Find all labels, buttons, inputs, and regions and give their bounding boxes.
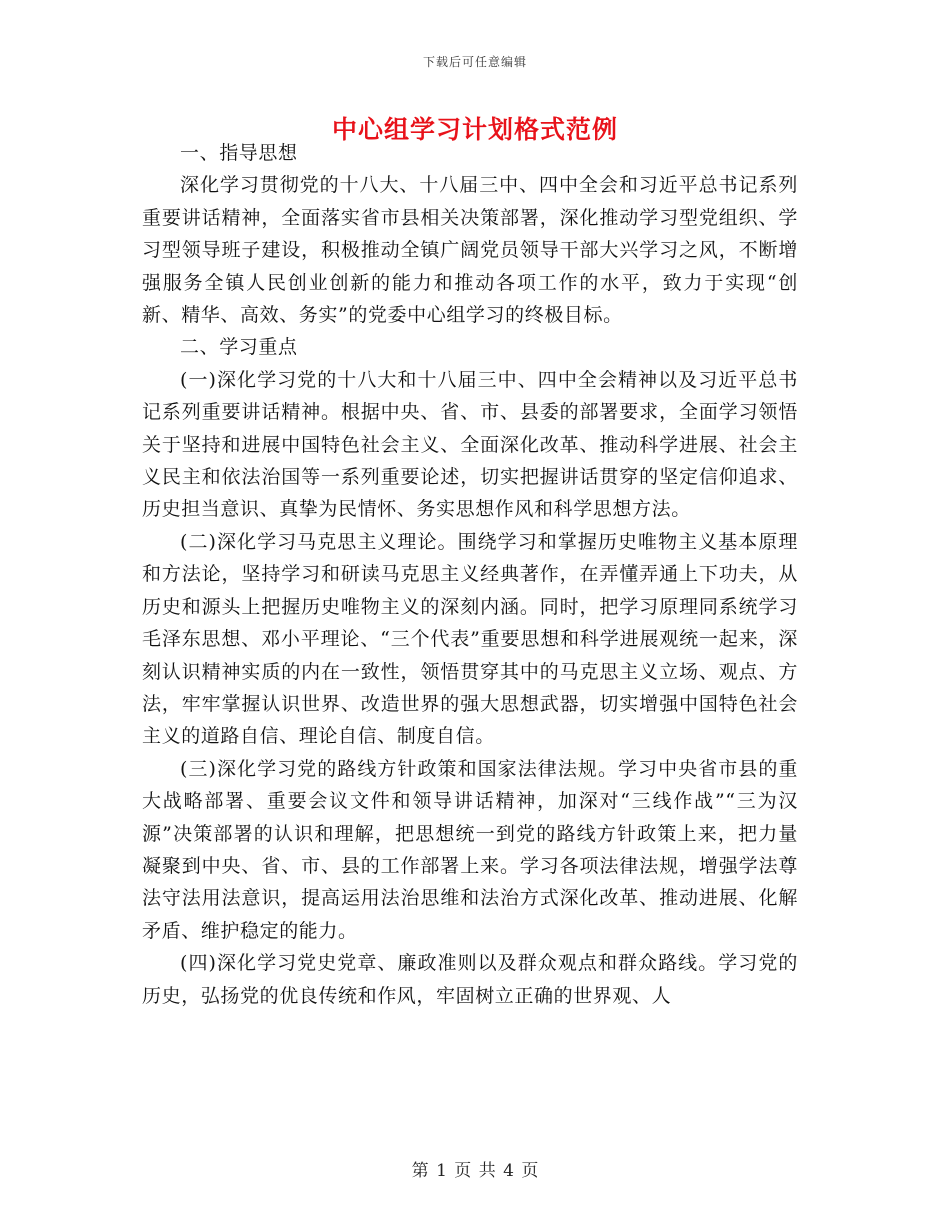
section-heading-study-focus: 二、学习重点 xyxy=(180,336,298,359)
paragraph-guiding-thought: 深化学习贯彻党的十八大、十八届三中、四中全会和习近平总书记系列重要讲话精神，全面落实省市县相关决策部署，深化推动学习型党组织、学习型领导班子建设，积极推动全镇广阔党员领导干部大兴学习之风，不断增强服务全镇人民创业创新的能力和推动各项工作的水平，致力于实现“创新、精华、高效、务实”的党委中心组学习的终极目标。 xyxy=(142,174,798,327)
document-body xyxy=(142,137,798,1012)
section-heading-guiding-thought: 一、指导思想 xyxy=(180,142,298,164)
paragraph-focus-4: (四)深化学习党史党章、廉政准则以及群众观点和群众路线。学习党的历史，弘扬党的优良传统和作风，牢固树立正确的世界观、人 xyxy=(142,952,798,1007)
paragraph-focus-2: (二)深化学习马克思主义理论。围绕学习和掌握历史唯物主义基本原理和方法论，坚持学习和研读马克思主义经典著作，在弄懂弄通上下功夫，从历史和源头上把握历史唯物主义的深刻内涵。同时，把学习原理同系统学习毛泽东思想、邓小平理论、“三个代表”重要思想和科学进展观统一起来，深刻认识精神实质的内在一致性，领悟贯穿其中的马克思主义立场、观点、方法，牢牢掌握认识世界、改造世界的强大思想武器，切实增强中国特色社会主义的道路自信、理论自信、制度自信。 xyxy=(142,530,798,748)
paragraph-focus-1: (一)深化学习党的十八大和十八届三中、四中全会精神以及习近平总书记系列重要讲话精神。根据中央、省、市、县委的部署要求，全面学习领悟关于坚持和进展中国特色社会主义、全面深化改革、推动科学进展、社会主义民主和依法治国等一系列重要论述，切实把握讲话贯穿的坚定信仰追求、历史担当意识、真挚为民情怀、务实思想作风和科学思想方法。 xyxy=(142,368,798,521)
paragraph-focus-3: (三)深化学习党的路线方针政策和国家法律法规。学习中央省市县的重大战略部署、重要会议文件和领导讲话精神，加深对“三线作战”“三为汉源”决策部署的认识和理解，把思想统一到党的路线方针政策上来，把力量凝聚到中央、省、市、县的工作部署上来。学习各项法律法规，增强学法尊法守法用法意识，提高运用法治思维和法治方式深化改革、推动进展、化解矛盾、维护稳定的能力。 xyxy=(142,757,798,942)
page-number-footer: 第 1 页 共 4 页 xyxy=(411,1161,539,1181)
document-title: 中心组学习计划格式范例 xyxy=(331,115,618,144)
page-header-note: 下载后可任意编辑 xyxy=(422,55,527,69)
